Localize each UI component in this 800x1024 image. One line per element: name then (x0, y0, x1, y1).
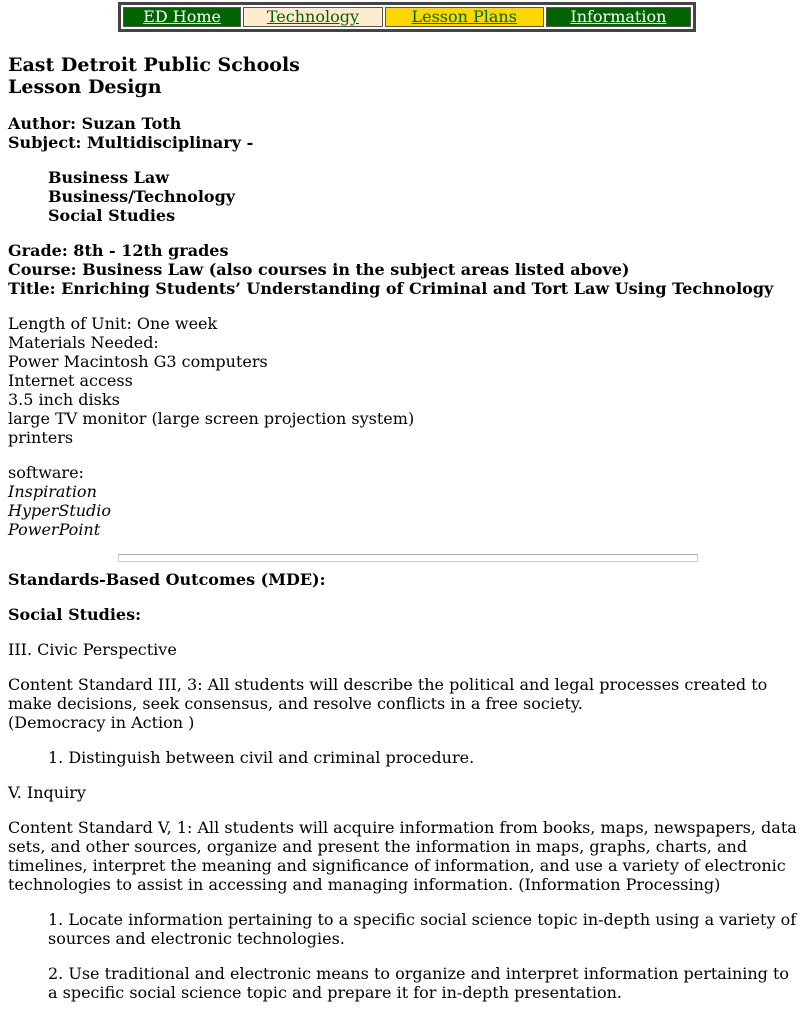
school-name: East Detroit Public Schools (8, 54, 300, 76)
subject: Subject: Multidisciplinary - (8, 133, 254, 152)
social-studies-heading: Social Studies: (8, 605, 141, 624)
author: Author: Suzan Toth (8, 114, 182, 133)
civic-standard: Content Standard III, 3: All students will describe the political and legal processes created to make decisions, seek consensus, and resolve conflicts in a free society. (8, 675, 768, 713)
nav-link-lesson-plans[interactable]: Lesson Plans (411, 7, 517, 26)
page-title: Lesson Design (8, 76, 162, 98)
material-item: Internet access (8, 371, 133, 390)
subject-item: Business Law (48, 168, 170, 187)
software-item: Inspiration (8, 482, 97, 501)
nav-table (121, 5, 693, 29)
inquiry-outcome: 2. Use traditional and electronic means to organize and interpret information pertaining to a specific social science topic and prepare it for in-depth presentation. (48, 964, 790, 1002)
page-content (8, 54, 800, 1002)
material-item: large TV monitor (large screen projection system) (8, 409, 415, 428)
inquiry-heading: V. Inquiry (8, 783, 86, 802)
nav-cell-information (546, 7, 691, 27)
standards-heading: Standards-Based Outcomes (MDE): (8, 570, 326, 589)
materials-label: Materials Needed: (8, 333, 159, 352)
nav-cell-ed-home (123, 7, 241, 27)
nav-link-ed-home[interactable]: ED Home (143, 7, 222, 26)
inquiry-standard: Content Standard V, 1: All students will acquire information from books, maps, newspapers, data sets, and other sources, organize and present the information in maps, graphs, charts, and timelines, interpret the meaning and significance of information, and use a variety of electronic technologies to assist in accessing and managing information. (Information Processing) (8, 818, 797, 894)
lesson-title: Title: Enriching Students’ Understanding of Criminal and Tort Law Using Technology (8, 279, 774, 298)
software-item: HyperStudio (8, 501, 112, 520)
subject-item: Business/Technology (48, 187, 236, 206)
nav-link-information[interactable]: Information (570, 7, 667, 26)
material-item: printers (8, 428, 74, 447)
civic-perspective-heading: III. Civic Perspective (8, 640, 177, 659)
nav-cell-technology (243, 7, 382, 27)
top-navigation (118, 2, 696, 32)
software-item: PowerPoint (8, 520, 101, 539)
subject-item: Social Studies (48, 206, 176, 225)
nav-cell-lesson-plans (385, 7, 544, 27)
unit-length: Length of Unit: One week (8, 314, 218, 333)
material-item: Power Macintosh G3 computers (8, 352, 268, 371)
grade: Grade: 8th - 12th grades (8, 241, 229, 260)
software-label: software: (8, 463, 84, 482)
horizontal-divider (118, 554, 698, 562)
subject-list (8, 168, 800, 225)
course: Course: Business Law (also courses in the subject areas listed above) (8, 260, 630, 279)
inquiry-outcome: 1. Locate information pertaining to a specific social science topic in-depth using a variety of sources and electronic technologies. (48, 910, 797, 948)
civic-standard-note: (Democracy in Action ) (8, 713, 195, 732)
nav-link-technology[interactable]: Technology (266, 7, 359, 26)
civic-outcome: 1. Distinguish between civil and criminal procedure. (48, 748, 475, 767)
material-item: 3.5 inch disks (8, 390, 120, 409)
